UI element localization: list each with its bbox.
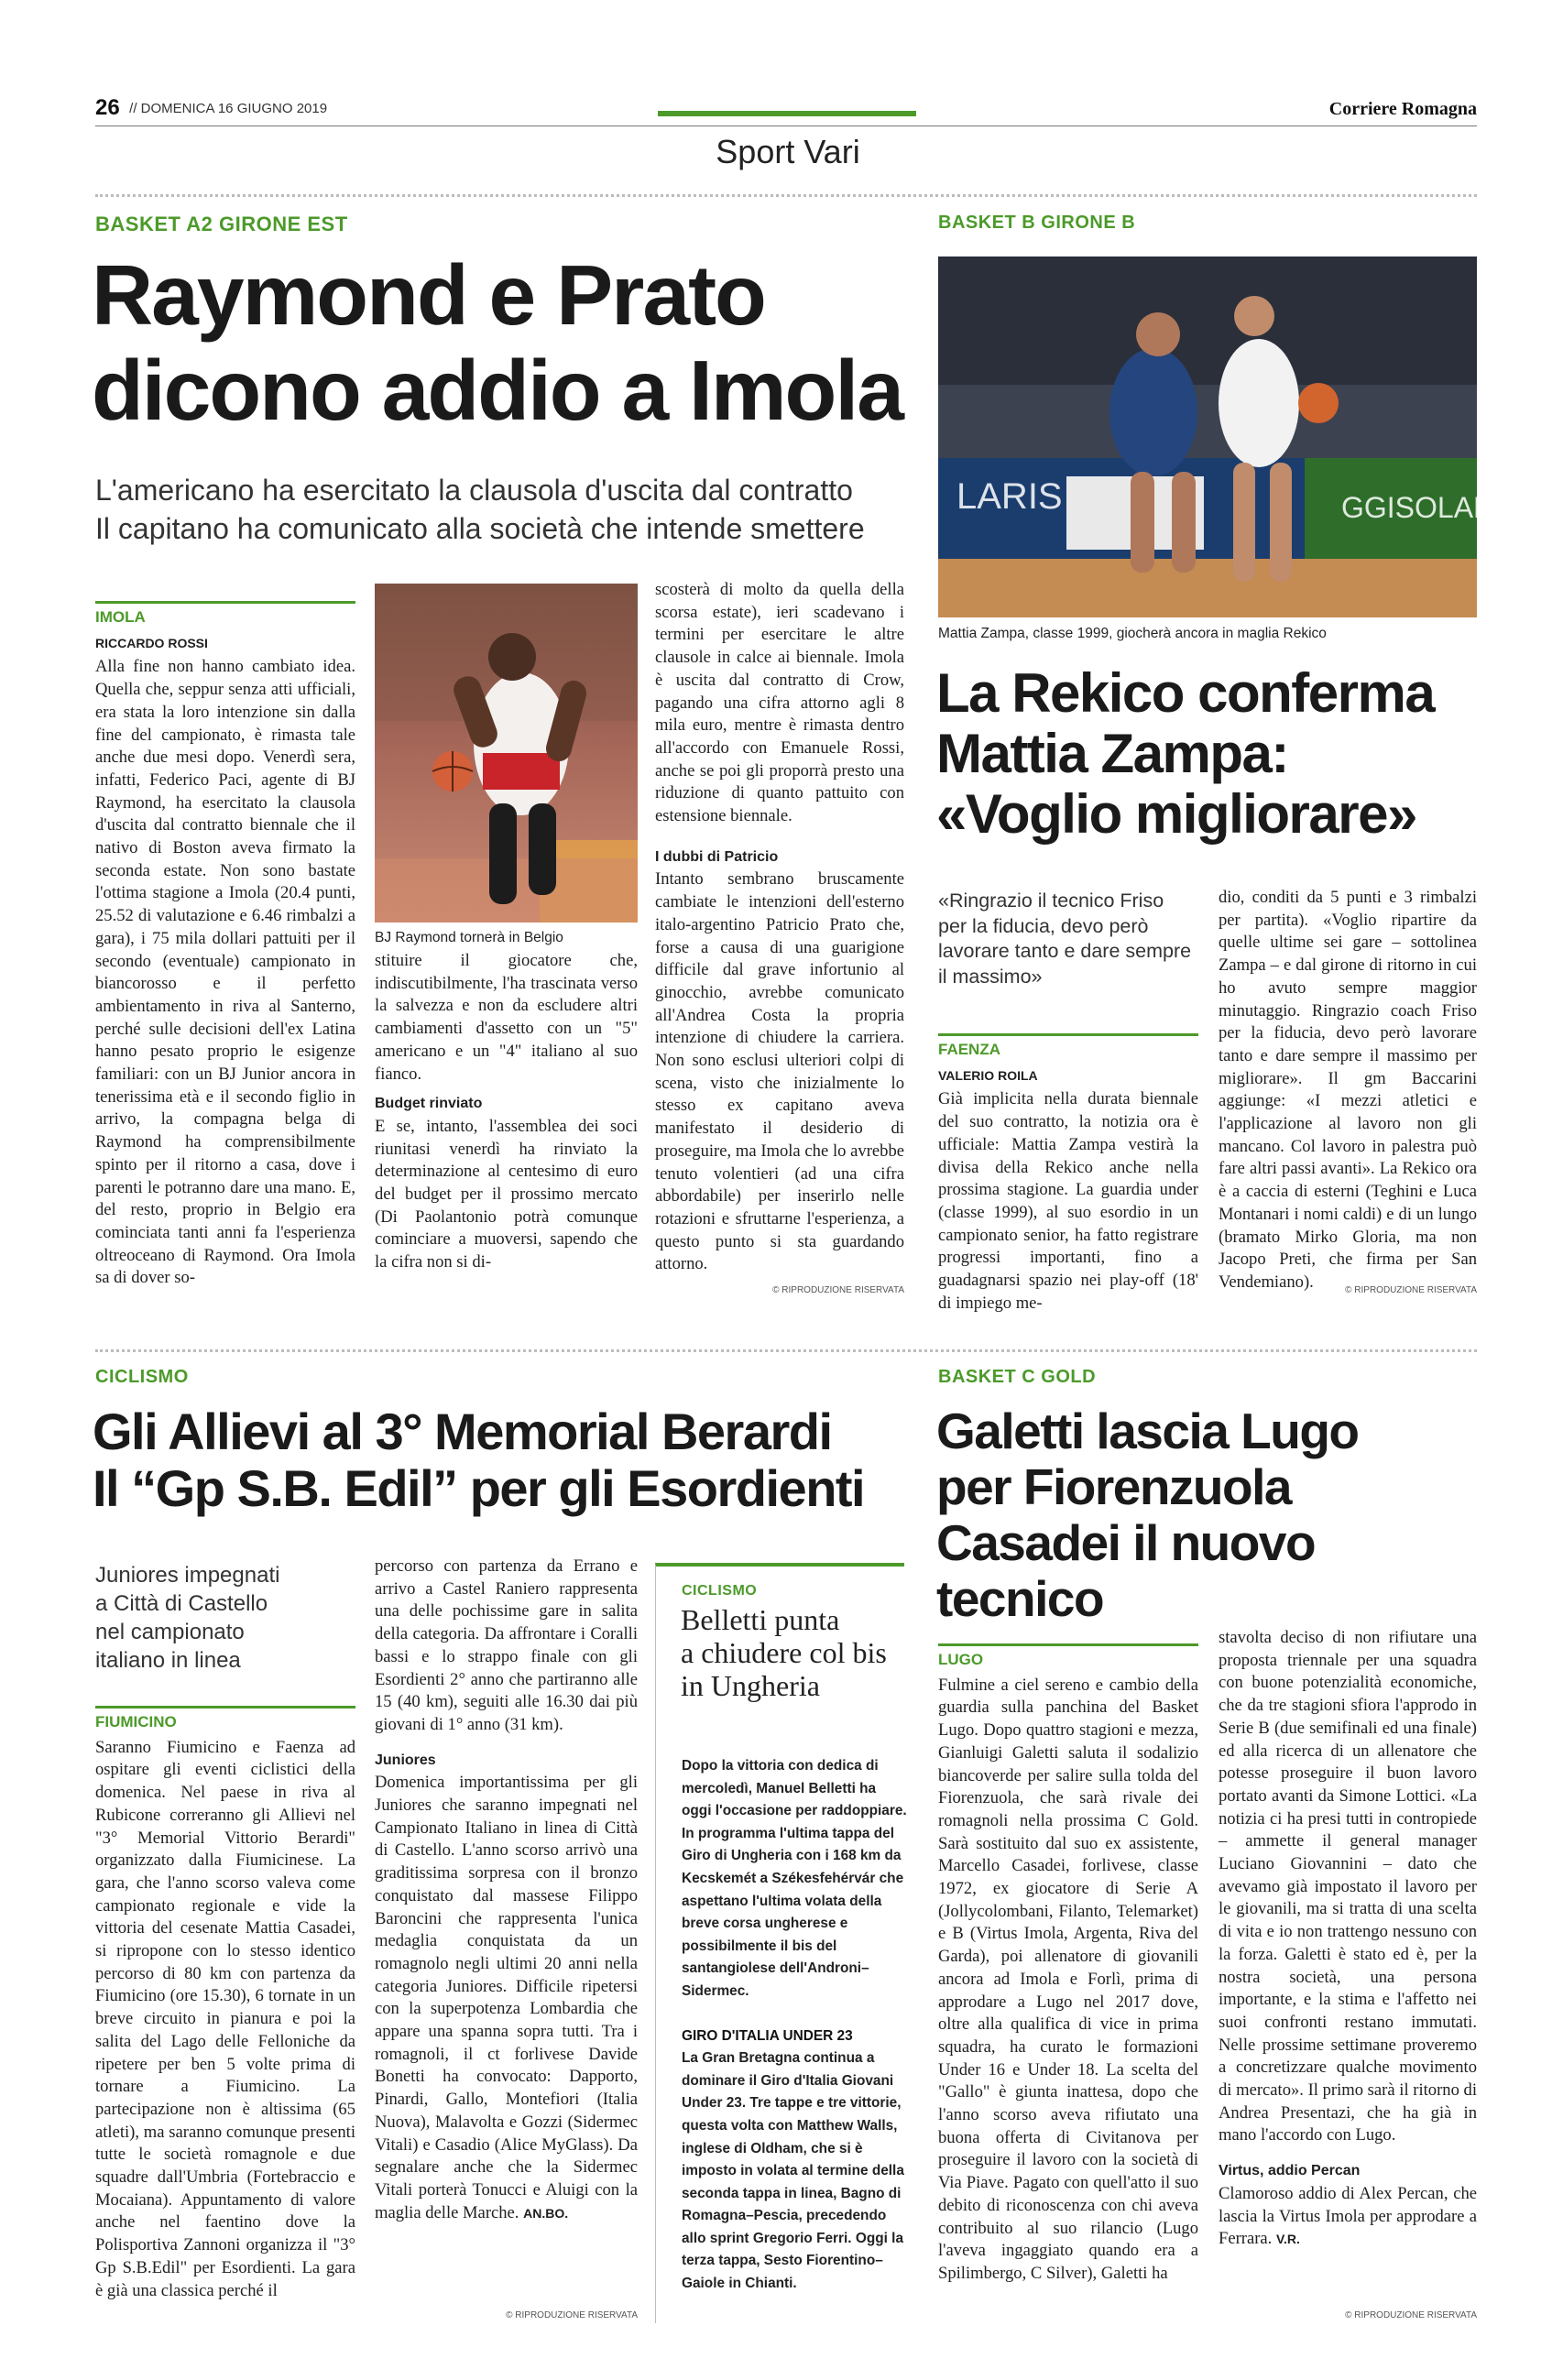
- a3-signature: AN.BO.: [523, 2205, 569, 2221]
- a1-sub-line2: Il capitano ha comunicato alla società che intende smettere: [95, 512, 865, 545]
- a3-col1-text: Saranno Fiumicino e Faenza ad ospitare gli eventi ciclistici della domenica. Nel paese in riva al Rubicone correranno gli Allievi nel "3° Memorial Vittorio Berardi" organizzato dalla Fiumicinese. La gara, che l'anno scorso valeva come campionato regionale e vide la vittoria del cesenate Mattia Casadei, si ripropone con lo stesso identico percorso di 80 km con partenza da Fiumicino (ore 15.30), 6 tornate in un breve circuito in pianura e poi la salita del Lago delle Felloniche da ripetere per ben 5 volte prima di tornare a Fiumicino. La partecipazione non è altissima (65 atleti), ma saranno comunque presenti tutte le società romagnole e due squadre dall'Umbria (Fortebraccio e Mocaiana). Appuntamento di valore anche nel faentino dove la Polisportiva Zannoni organizza il "3° Gp S.B.Edil" per Esordienti. La gara è già una classica perché il: [95, 1737, 355, 2300]
- a1-headline: [92, 247, 916, 438]
- a4-col1: [938, 1643, 1198, 2286]
- box-headline-line3: in Ungheria: [681, 1669, 820, 1702]
- a3-place: FIUMICINO: [95, 1706, 355, 1734]
- a4-headline-line1: Galetti lascia Lugo: [936, 1403, 1359, 1459]
- box-paragraph-2: La Gran Bretagna continua a dominare il Giro d'Italia Giovani Under 23. Tre tappe e tre vittorie, questa volta con Matthew Walls, inglese di Oldham, che si è imposto in volata al termine della seconda tappa in linea, Bagno di Romagna–Pescia, precedendo allo sprint Gregorio Ferri. Oggi la terza tappa, Sesto Fiorentino–Gaiole in Chianti.: [682, 2050, 904, 2292]
- a2-photo: [938, 257, 1495, 617]
- section-title: Sport Vari: [716, 133, 860, 170]
- a3-subheadline: [95, 1561, 352, 1675]
- a1-subhead-budget: Budget rinviato: [375, 1096, 483, 1112]
- section-divider-top: [95, 194, 1477, 197]
- a1-author: RICCARDO ROSSI: [95, 635, 208, 650]
- a4-col2-text-a: stavolta deciso di non rifiutare una proposta triennale per una squadra con buone potenzialità economiche, che da tre stagioni sfiora l'approdo in Serie B (due semifinali ed una finale) ed alla ricerca di un allenatore che potesse proseguire il buon lavoro portato avanti da Simone Lottici. «La notizia ci ha presi tutti in contropiede – ammette il general manager Luciano Giovannini – dato che avevamo già impostato il lavoro per le giovanili, ma si tratta di una scelta di vita e io non trattengo nessuno con la forza. Galetti è stato ed è, per la nostra società, una persona importante, e la stima e l'affetto nei suoi confronti restano immutati. Nelle prossime settimane proveremo a concretizzare qualche movimento di mercato». Il primo sarà il ritorno di Andrea Presentazi, che ha già in mano l'accordo con Lugo.: [1219, 1628, 1477, 2145]
- a2-kicker: BASKET B GIRONE B: [938, 213, 1136, 233]
- svg-text:GGISOLAR: GGISOLAR: [1341, 491, 1495, 524]
- box-subhead: GIRO D'ITALIA UNDER 23: [682, 2027, 853, 2044]
- a1-photo: [375, 584, 638, 923]
- box-headline-line2: a chiudere col bis: [681, 1636, 887, 1669]
- a2-col1-text: Già implicita nella durata biennale del suo contratto, la notizia ora è ufficiale: Mattia Zampa vestirà la divisa della Rekico anche nella prossima stagione. La guardia under (classe 1999), al suo esordio in un campionato senior, ha fatto registrare progressi importanti, fino a guadagnarsi spazio nei play-off (18' di impiego me-: [938, 1089, 1198, 1313]
- a4-col2: [1219, 1627, 1477, 2251]
- section-divider-middle: [95, 1349, 1477, 1352]
- a1-photo-caption: BJ Raymond tornerà in Belgio: [375, 930, 563, 945]
- a1-subhead-patricio: I dubbi di Patricio: [655, 848, 779, 865]
- page-header: [95, 95, 1477, 123]
- a4-kicker: BASKET C GOLD: [938, 1367, 1097, 1387]
- box-headline: [681, 1603, 910, 1702]
- a3-col2-text-a: percorso con partenza da Errano e arrivo a Castel Raniero rappresenta una delle pochissime gare in salita della categoria. Da affrontare i Coralli bassi e lo strappo finale con gli Esordienti 2° anno che partiranno alle 15 (40 km), seguiti alle 16.30 dai più giovani di 1° anno (31 km).: [375, 1556, 638, 1734]
- a1-subheadline: [95, 471, 920, 548]
- a3-headline: [93, 1403, 917, 1517]
- box-kicker: CICLISMO: [682, 1583, 758, 1599]
- a3-sub-line1: Juniores impegnati: [95, 1563, 280, 1588]
- a2-headline-line3: «Voglio migliorare»: [936, 783, 1416, 845]
- a4-col2-text-b: Clamoroso addio di Alex Percan, che lascia la Virtus Imola per approdare a Ferrara.: [1219, 2183, 1477, 2249]
- a1-col2: [375, 950, 638, 1274]
- a2-col2-text: dio, conditi da 5 punti e 3 rimbalzi per partita). «Voglio ripartire da quelle ultime sei gare – sottolinea Zampa – e dal girone di ritorno in cui ho avuto sempre maggior minutaggio. Ringrazio coach Friso per la fiducia, devo però lavorare tanto e dare sempre il massimo per migliorare». Il gm Baccarini aggiunge: «I mezzi atletici e l'applicazione al lavoro non gli mancano. Col lavoro in palestra può fare altri passi avanti». La Rekico ora è a caccia di esterni (Teghini e Luca Montanari i nomi caldi) e di un lungo (bramato Mirko Gloria, ma non Jacopo Preti, che firma per San Vendemiano).: [1219, 888, 1477, 1292]
- a4-copyright: © RIPRODUZIONE RISERVATA: [1345, 2310, 1477, 2320]
- a3-sub-line2: a Città di Castello: [95, 1591, 268, 1616]
- svg-text:LARIS: LARIS: [956, 476, 1063, 517]
- a2-headline-line1: La Rekico conferma: [936, 662, 1435, 724]
- header-accent-bar: [658, 111, 916, 116]
- a3-col2: [375, 1556, 638, 2224]
- box-body: [682, 1755, 907, 2296]
- a1-sub-line1: L'americano ha esercitato la clausola d'uscita dal contratto: [95, 474, 853, 507]
- a4-headline-line2: per Fiorenzuola: [936, 1458, 1291, 1515]
- a4-signature: V.R.: [1275, 2232, 1300, 2247]
- a2-headline-line2: Mattia Zampa:: [936, 723, 1288, 784]
- a1-col3-text-a: scosterà di molto da quella della scorsa estate), ieri scadevano i termini per esercitare le altre clausole in calce ai biennale. Imola è uscita dal contratto di Crow, pagando una cifra attorno agli 8 mila euro, mentre è rimasta dentro all'accordo con Emanuele Rossi, anche se poi gli proporrà presto una riduzione di quanto pattuito con estensione biennale.: [655, 580, 904, 826]
- a2-photo-caption: Mattia Zampa, classe 1999, giocherà ancora in maglia Rekico: [938, 626, 1327, 641]
- a1-col2-text-a: stituire il giocatore che, indiscutibilmente, l'ha trascinata verso la salvezza e non da escludere altri cambiamenti d'assetto con un "5" americano e un "4" italiano al suo fianco.: [375, 951, 638, 1084]
- a3-col2-text-b: Domenica importantissima per gli Juniores che saranno impegnati nel Campionato Italiano in linea di Città di Castello. L'anno scorso arrivò una graditissima sorpresa con il bronzo conquistato dal massese Filippo Baroncini che rappresenta l'unica medaglia conquistata da un romagnolo negli ultimi 20 anni nella categoria Juniores. Difficile ripetersi con la superpotenza Lombardia che appare una spanna sopra tutti. Tra i romagnoli, il ct forlivese Davide Bonetti ha convocato: Dapporto, Pinardi, Gallo, Montefiori (Italia Nuova), Malavolta e Gozzi (Sidermec Vitali) e Casadio (Alice MyGlass). Da segnalare anche che la Sidermec Vitali porterà Tonucci e Aluigi con la maglia delle Marche.: [375, 1773, 638, 2222]
- a3-headline-line1: Gli Allievi al 3° Memorial Berardi: [93, 1403, 832, 1460]
- a1-basketball-player-image: [375, 584, 638, 923]
- box-paragraph-1: Dopo la vittoria con dedica di mercoledì, Manuel Belletti ha oggi l'occasione per raddoppiare. In programma l'ultima tappa del Giro di Ungheria con i 168 km da Kecskemét a Székesfehérvár che aspettano l'ultima volata della breve corsa ungherese e possibilmente il bis del santangiolese dell'Androni–Sidermec.: [682, 1758, 907, 1999]
- a3-col1: [95, 1706, 355, 2302]
- a3-subhead-juniores: Juniores: [375, 1752, 436, 1768]
- newspaper-name: Corriere Romagna: [1328, 99, 1477, 119]
- a3-kicker: CICLISMO: [95, 1367, 189, 1387]
- a2-author: VALERIO ROILA: [938, 1067, 1038, 1083]
- a3-sub-line3: nel campionato: [95, 1620, 245, 1644]
- a1-place: IMOLA: [95, 601, 355, 629]
- a1-col1: [95, 601, 355, 1290]
- page-date: // DOMENICA 16 GIUGNO 2019: [129, 101, 328, 116]
- a4-col1-text: Fulmine a ciel sereno e cambio della guardia sulla panchina del Basket Lugo. Dopo quattro stagioni e mezza, Gianluigi Galetti saluta il sodalizio biancoverde per salire sulla tolda del Fiorenzuola, che sarà rivale dei romagnoli nella prossima C Gold. Sarà sostituito dal suo ex assistente, Marcello Casadei, forlivese, classe 1972, ex giocatore di Serie A (Jollycolombani, Filanto, Telemarket) e B (Virtus Imola, Argenta, Riva del Garda), poi allenatore di giovanili ancora ad Imola e Forlì, prima di approdare a Lugo nel 2017 dove, oltre alla qualifica di vice in prima squadra, ha curato le formazioni Under 16 e Under 18. La scelta del "Gallo" è giunta inattesa, dopo che l'anno scorso aveva rifiutato una buona offerta di Civitanova per proseguire il lavoro con la società di Via Piave. Pagato con quell'atto il suo debito di riconoscenza con chi aveva contribuito al suo rilancio (Lugo l'aveva ingaggiato quando era a Spilimbergo, C Silver), Galetti ha: [938, 1675, 1198, 2283]
- a1-col2-text-b: E se, intanto, l'assemblea dei soci riunitasi venerdì ha rinviato la determinazione al centesimo di euro del budget per il prossimo mercato (Di Paolantonio potrà comunque cominciare a muoversi, sapendo che la cifra non si di-: [375, 1116, 638, 1272]
- a1-col3: [655, 579, 904, 1276]
- a4-headline-line3: Casadei il nuovo tecnico: [936, 1514, 1316, 1627]
- a2-basketball-game-image: [938, 257, 1495, 617]
- a4-place: LUGO: [938, 1643, 1198, 1672]
- page-number: 26: [95, 95, 120, 120]
- a2-place: FAENZA: [938, 1033, 1198, 1062]
- a1-kicker: BASKET A2 GIRONE EST: [95, 213, 348, 235]
- a3-sub-line4: italiano in linea: [95, 1648, 241, 1673]
- a2-copyright: © RIPRODUZIONE RISERVATA: [1345, 1285, 1477, 1295]
- a1-headline-line1: Raymond e Prato: [92, 247, 765, 343]
- a2-headline: [936, 663, 1475, 845]
- a2-col1: [938, 1033, 1198, 1315]
- a2-col2: [1219, 887, 1477, 1294]
- a3-copyright: © RIPRODUZIONE RISERVATA: [506, 2310, 638, 2320]
- a1-col1-text: Alla fine non hanno cambiato idea. Quella che, seppur senza atti ufficiali, era stata la loro intenzione sin dalla fine del campionato, è rimasta tale anche due mesi dopo. Venerdì sera, infatti, Federico Paci, agente di BJ Raymond, ha esercitato la clausola d'uscita dal contratto biennale che il nativo di Boston aveva firmato la seconda estate. Non sono bastate l'ottima stagione a Imola (20.4 punti, 25.52 di valutazione e 6.46 rimbalzi a gara), i 75 mila dollari pattuiti per il secondo (eventuale) campionato in biancorosso e il perfetto ambientamento in riva al Santerno, perché sulle decisioni dell'ex Latina hanno pesato proprio le esigenze familiari: con un BJ Junior ancora in tenerissima età e il secondo figlio in arrivo, la compagna belga di Raymond ha comprensibilmente spinto per il ritorno a casa, dove i parenti le potranno dare una mano. E, del resto, proprio in Belgio era cominciata tanti anni fa l'esperienza oltreoceano di Raymond. Ora Imola sa di dover so-: [95, 657, 355, 1288]
- a4-subhead-virtus: Virtus, addio Percan: [1219, 2163, 1361, 2179]
- a1-copyright: © RIPRODUZIONE RISERVATA: [772, 1285, 904, 1295]
- box-headline-line1: Belletti punta: [681, 1603, 840, 1636]
- a4-headline: [936, 1403, 1486, 1627]
- a2-quote: «Ringrazio il tecnico Friso per la fiducia, devo però lavorare tanto e dare sempre il massimo»: [938, 890, 1192, 988]
- a1-col3-text-b: Intanto sembrano bruscamente cambiate le intenzioni dell'esterno italo-argentino Patricio Prato che, forse a causa di una guarigione difficile dal grave infortunio al ginocchio, avrebbe comunicato all'Andrea Costa la propria intenzione di chiudere la carriera. Non sono esclusi ulteriori colpi di scena, visto che inizialmente lo stesso ex capitano aveva manifestato il desiderio di proseguire, ma Imola che lo avrebbe tenuto volentieri (ad una cifra abbordabile) per inserirlo nelle rotazioni e sfruttarne l'esperienza, a questo punto si sta guardando attorno.: [655, 869, 904, 1274]
- a1-headline-line2: dicono addio a Imola: [92, 343, 902, 438]
- a3-headline-line2: Il “Gp S.B. Edil” per gli Esordienti: [93, 1459, 865, 1517]
